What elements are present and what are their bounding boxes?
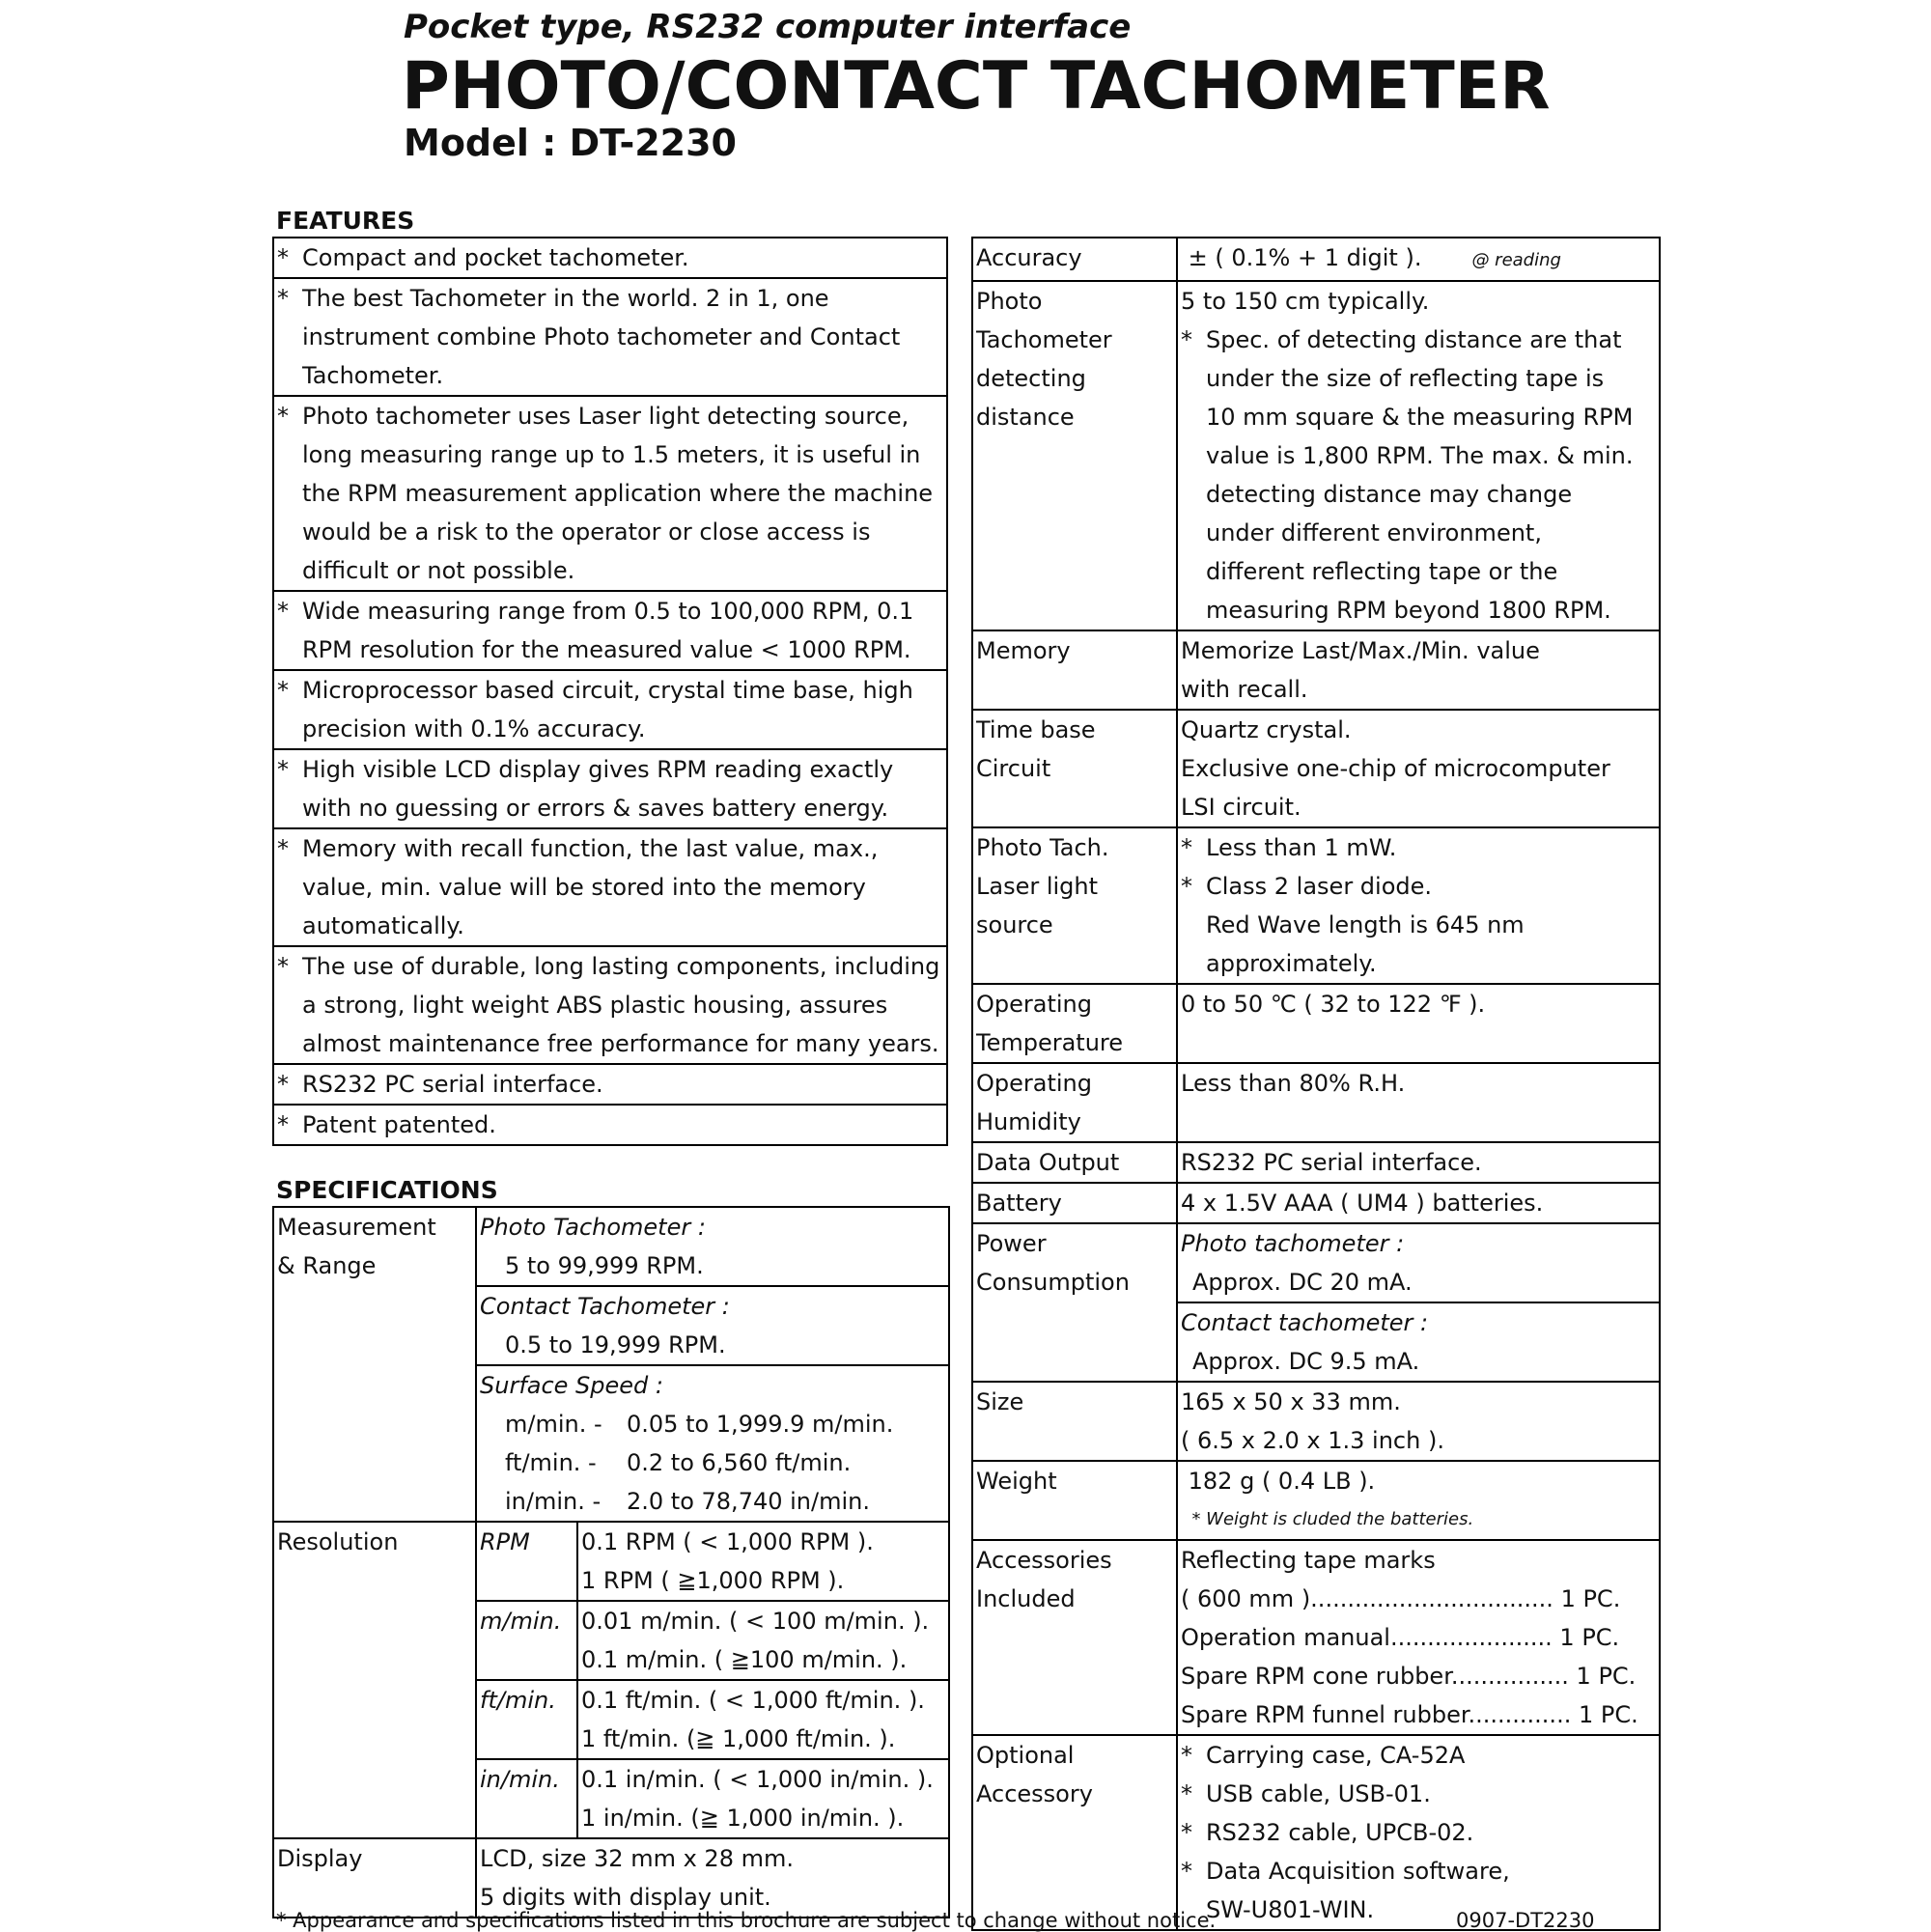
feature-item: * Memory with recall function, the last value, max., value, min. value will be stored into the memory automatically. <box>273 828 947 946</box>
feature-item: * The use of durable, long lasting components, including a strong, light weight ABS plastic housing, assures almost maintenance free performance for many years. <box>273 946 947 1064</box>
feature-item: * The best Tachometer in the world. 2 in 1, one instrument combine Photo tachometer and Contact Tachometer. <box>273 278 947 396</box>
data-output-value: RS232 PC serial interface. <box>1177 1142 1660 1183</box>
footer-code: 0907-DT2230 <box>1456 1909 1595 1932</box>
feature-item: * Patent patented. <box>273 1105 947 1145</box>
power-photo-value: Photo tachometer : Approx. DC 20 mA. <box>1177 1223 1660 1302</box>
accuracy-label: Accuracy <box>972 238 1177 281</box>
resolution-unit: ft/min. <box>476 1680 577 1759</box>
specifications-heading: SPECIFICATIONS <box>276 1176 498 1204</box>
feature-item: * Photo tachometer uses Laser light detecting source, long measuring range up to 1.5 meters, it is useful in the RPM measurement application where the machine would be a risk to the operator or close access is difficult or not possible. <box>273 396 947 591</box>
data-output-label: Data Output <box>972 1142 1177 1183</box>
laser-label: Photo Tach. Laser light source <box>972 827 1177 984</box>
photo-distance-value: 5 to 150 cm typically. * Spec. of detecting distance are that under the size of reflecting tape is 10 mm square & the measuring RPM value is 1,800 RPM. The max. & min. detecting distance may change under different environment, different reflecting tape or the measuring RPM beyond 1800 RPM. <box>1177 281 1660 630</box>
op-temp-value: 0 to 50 ℃ ( 32 to 122 ℉ ). <box>1177 984 1660 1063</box>
size-label: Size <box>972 1382 1177 1461</box>
specifications-table <box>272 1206 950 1918</box>
power-contact-value: Contact tachometer : Approx. DC 9.5 mA. <box>1177 1302 1660 1382</box>
op-humidity-value: Less than 80% R.H. <box>1177 1063 1660 1142</box>
header-subtitle: Pocket type, RS232 computer interface <box>404 8 1132 46</box>
size-value: 165 x 50 x 33 mm. ( 6.5 x 2.0 x 1.3 inch ). <box>1177 1382 1660 1461</box>
resolution-value: 0.1 RPM ( < 1,000 RPM ). 1 RPM ( ≧1,000 RPM ). <box>577 1522 949 1601</box>
measurement-label: Measurement & Range <box>273 1207 476 1522</box>
weight-label: Weight <box>972 1461 1177 1540</box>
photo-range: Photo Tachometer : 5 to 99,999 RPM. <box>476 1207 949 1286</box>
feature-item: * High visible LCD display gives RPM reading exactly with no guessing or errors & saves battery energy. <box>273 749 947 828</box>
resolution-unit: in/min. <box>476 1759 577 1838</box>
power-label: Power Consumption <box>972 1223 1177 1382</box>
weight-value: 182 g ( 0.4 LB ). * Weight is cluded the batteries. <box>1177 1461 1660 1540</box>
display-label: Display <box>273 1838 476 1918</box>
display-value: LCD, size 32 mm x 28 mm. 5 digits with display unit. <box>476 1838 949 1918</box>
resolution-value: 0.1 in/min. ( < 1,000 in/min. ). 1 in/min. (≧ 1,000 in/min. ). <box>577 1759 949 1838</box>
battery-value: 4 x 1.5V AAA ( UM4 ) batteries. <box>1177 1183 1660 1223</box>
op-humidity-label: Operating Humidity <box>972 1063 1177 1142</box>
laser-value: * Less than 1 mW. * Class 2 laser diode. Red Wave length is 645 nm approximately. <box>1177 827 1660 984</box>
accessories-value: Reflecting tape marks ( 600 mm )................................. 1 PC. Operation manual...................... 1 PC. Spare RPM cone rubber................ 1 PC. Spare RPM funnel rubber.............. 1 PC. <box>1177 1540 1660 1735</box>
optional-value: * Carrying case, CA-52A * USB cable, USB-01. * RS232 cable, UPCB-02. * Data Acquisition software, SW-U801-WIN. <box>1177 1735 1660 1930</box>
battery-label: Battery <box>972 1183 1177 1223</box>
resolution-unit: m/min. <box>476 1601 577 1680</box>
op-temp-label: Operating Temperature <box>972 984 1177 1063</box>
resolution-value: 0.1 ft/min. ( < 1,000 ft/min. ). 1 ft/min. (≧ 1,000 ft/min. ). <box>577 1680 949 1759</box>
resolution-unit: RPM <box>476 1522 577 1601</box>
feature-item: * RS232 PC serial interface. <box>273 1064 947 1105</box>
feature-item: * Wide measuring range from 0.5 to 100,000 RPM, 0.1 RPM resolution for the measured value < 1000 RPM. <box>273 591 947 670</box>
model-number: Model : DT-2230 <box>404 122 737 164</box>
accessories-label: Accessories Included <box>972 1540 1177 1735</box>
page-title: PHOTO/CONTACT TACHOMETER <box>402 48 1551 125</box>
time-base-label: Time base Circuit <box>972 710 1177 827</box>
optional-label: Optional Accessory <box>972 1735 1177 1930</box>
features-heading: FEATURES <box>276 207 415 235</box>
footer-disclaimer: * Appearance and specifications listed in this brochure are subject to change without notice. <box>276 1909 1217 1932</box>
memory-label: Memory <box>972 630 1177 710</box>
resolution-value: 0.01 m/min. ( < 100 m/min. ). 0.1 m/min. ( ≧100 m/min. ). <box>577 1601 949 1680</box>
right-spec-table <box>971 237 1661 1931</box>
resolution-label: Resolution <box>273 1522 476 1838</box>
memory-value: Memorize Last/Max./Min. value with recall. <box>1177 630 1660 710</box>
feature-item: * Compact and pocket tachometer. <box>273 238 947 278</box>
feature-item: * Microprocessor based circuit, crystal time base, high precision with 0.1% accuracy. <box>273 670 947 749</box>
photo-distance-label: Photo Tachometer detecting distance <box>972 281 1177 630</box>
features-table <box>272 237 948 1146</box>
contact-range: Contact Tachometer : 0.5 to 19,999 RPM. <box>476 1286 949 1365</box>
accuracy-value: ± ( 0.1% + 1 digit ). @ reading <box>1177 238 1660 281</box>
surface-speed-range: Surface Speed : m/min. - 0.05 to 1,999.9 m/min. ft/min. - 0.2 to 6,560 ft/min. in/min. - 2.0 to 78,740 in/min. <box>476 1365 949 1522</box>
time-base-value: Quartz crystal. Exclusive one-chip of microcomputer LSI circuit. <box>1177 710 1660 827</box>
